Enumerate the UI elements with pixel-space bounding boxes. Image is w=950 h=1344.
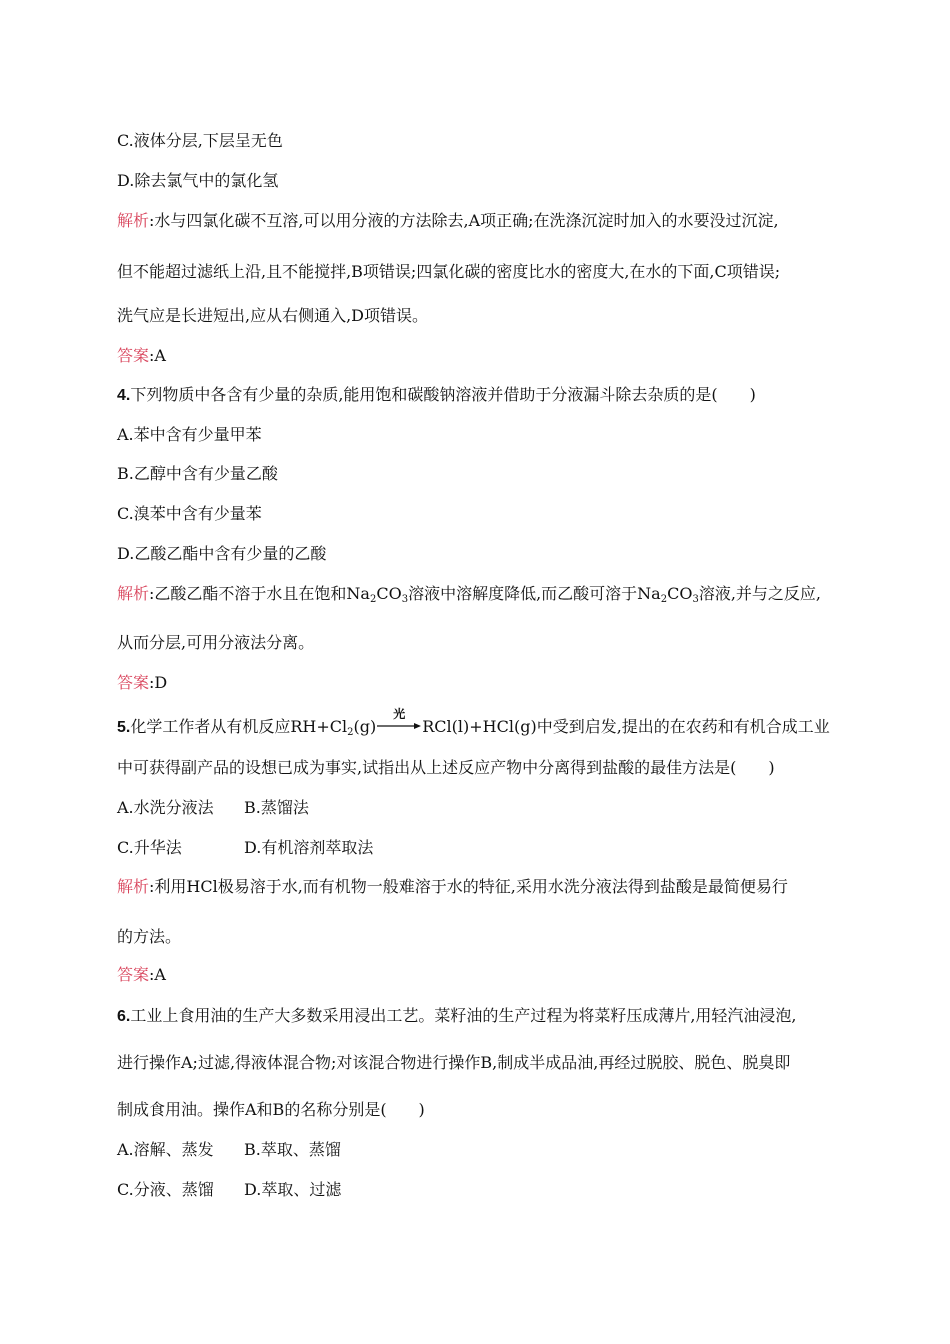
q3-answer xyxy=(117,346,166,366)
question-number: 4. xyxy=(117,387,131,404)
answer-label: 答案 xyxy=(117,673,150,692)
answer-label: 答案 xyxy=(117,346,150,365)
q4-analysis-line-1 xyxy=(117,584,821,604)
q5-stem-line-1 xyxy=(117,707,830,738)
analysis-text: 溶液中溶解度降低,而乙酸可溶于Na xyxy=(408,584,661,603)
q3-option-d: D.除去氯气中的氯化氢 xyxy=(117,171,279,190)
analysis-text: :利用HCl极易溶于水,而有机物一般难溶于水的特征,采用水洗分液法得到盐酸是最简便易行 xyxy=(149,877,788,896)
q4-option-a: A.苯中含有少量甲苯 xyxy=(117,425,262,444)
question-text: RCl(l)+HCl(g)中受到启发,提出的在农药和有机合成工业 xyxy=(422,717,830,736)
answer-value: :A xyxy=(149,965,166,984)
analysis-text: :乙酸乙酯不溶于水且在饱和Na xyxy=(149,584,370,603)
q4-option-b: B.乙醇中含有少量乙酸 xyxy=(117,464,278,483)
subscript: 2 xyxy=(347,727,354,738)
q5-analysis-line-1 xyxy=(117,877,788,897)
subscript: 3 xyxy=(692,594,699,605)
answer-label: 答案 xyxy=(117,965,150,984)
q3-analysis-line-2: 但不能超过滤纸上沿,且不能搅拌,B项错误;四氯化碳的密度比水的密度大,在水的下面,C项错误; xyxy=(117,262,781,281)
q5-option-a: A.水洗分液法 xyxy=(117,798,214,817)
q4-option-d: D.乙酸乙酯中含有少量的乙酸 xyxy=(117,544,327,563)
question-number: 5. xyxy=(117,719,131,736)
q5-options-row-1 xyxy=(117,798,309,818)
q5-analysis-line-2: 的方法。 xyxy=(117,927,182,946)
q3-analysis-line-1 xyxy=(117,211,779,231)
q6-options-row-1 xyxy=(117,1140,341,1160)
q5-stem-line-2: 中可获得副产品的设想已成为事实,试指出从上述反应产物中分离得到盐酸的最佳方法是( ) xyxy=(117,758,775,777)
q6-stem-line-2: 进行操作A;过滤,得液体混合物;对该混合物进行操作B,制成半成品油,再经过脱胶、脱色、脱臭即 xyxy=(117,1053,791,1072)
subscript: 3 xyxy=(401,594,409,605)
question-text: 化学工作者从有机反应RH+Cl xyxy=(130,717,348,736)
q5-answer xyxy=(117,965,166,985)
subscript: 2 xyxy=(660,594,668,605)
q5-options-row-2 xyxy=(117,838,374,858)
formula-part: CO xyxy=(667,584,693,603)
question-text: (g) xyxy=(353,717,377,736)
q4-answer xyxy=(117,673,167,693)
q5-option-d: D.有机溶剂萃取法 xyxy=(244,838,374,857)
answer-value: :A xyxy=(149,346,166,365)
q6-options-row-2 xyxy=(117,1180,342,1200)
question-number: 6. xyxy=(117,1008,131,1025)
formula-part: CO xyxy=(376,584,402,603)
q6-option-c: C.分液、蒸馏 xyxy=(117,1180,214,1199)
analysis-text: 溶液,并与之反应, xyxy=(698,584,821,603)
q6-option-b: B.萃取、蒸馏 xyxy=(244,1140,341,1159)
q4-analysis-line-2: 从而分层,可用分液法分离。 xyxy=(117,633,315,652)
q6-option-a: A.溶解、蒸发 xyxy=(117,1140,214,1159)
q3-analysis-line-3: 洗气应是长进短出,应从右侧通入,D项错误。 xyxy=(117,306,429,325)
arrow-icon xyxy=(377,722,421,730)
analysis-label: 解析 xyxy=(117,584,150,603)
q5-option-b: B.蒸馏法 xyxy=(244,798,309,817)
q6-stem-line-3: 制成食用油。操作A和B的名称分别是( ) xyxy=(117,1100,425,1119)
q4-option-c: C.溴苯中含有少量苯 xyxy=(117,504,262,523)
q6-stem-line-1 xyxy=(117,1006,797,1027)
q3-option-c: C.液体分层,下层呈无色 xyxy=(117,131,283,150)
analysis-label: 解析 xyxy=(117,877,150,896)
q6-option-d: D.萃取、过滤 xyxy=(244,1180,342,1199)
question-text: 下列物质中各含有少量的杂质,能用饱和碳酸钠溶液并借助于分液漏斗除去杂质的是( ) xyxy=(130,385,756,404)
analysis-text: :水与四氯化碳不互溶,可以用分液的方法除去,A项正确;在洗涤沉淀时加入的水要没过沉淀, xyxy=(149,211,779,230)
q5-option-c: C.升华法 xyxy=(117,838,182,857)
subscript: 2 xyxy=(369,594,377,605)
answer-value: :D xyxy=(149,673,168,692)
reaction-condition: 光 xyxy=(393,707,406,721)
analysis-label: 解析 xyxy=(117,211,150,230)
reaction-arrow xyxy=(377,707,421,731)
q4-stem xyxy=(117,385,756,406)
question-text: 工业上食用油的生产大多数采用浸出工艺。菜籽油的生产过程为将菜籽压成薄片,用轻汽油浸泡, xyxy=(130,1006,797,1025)
